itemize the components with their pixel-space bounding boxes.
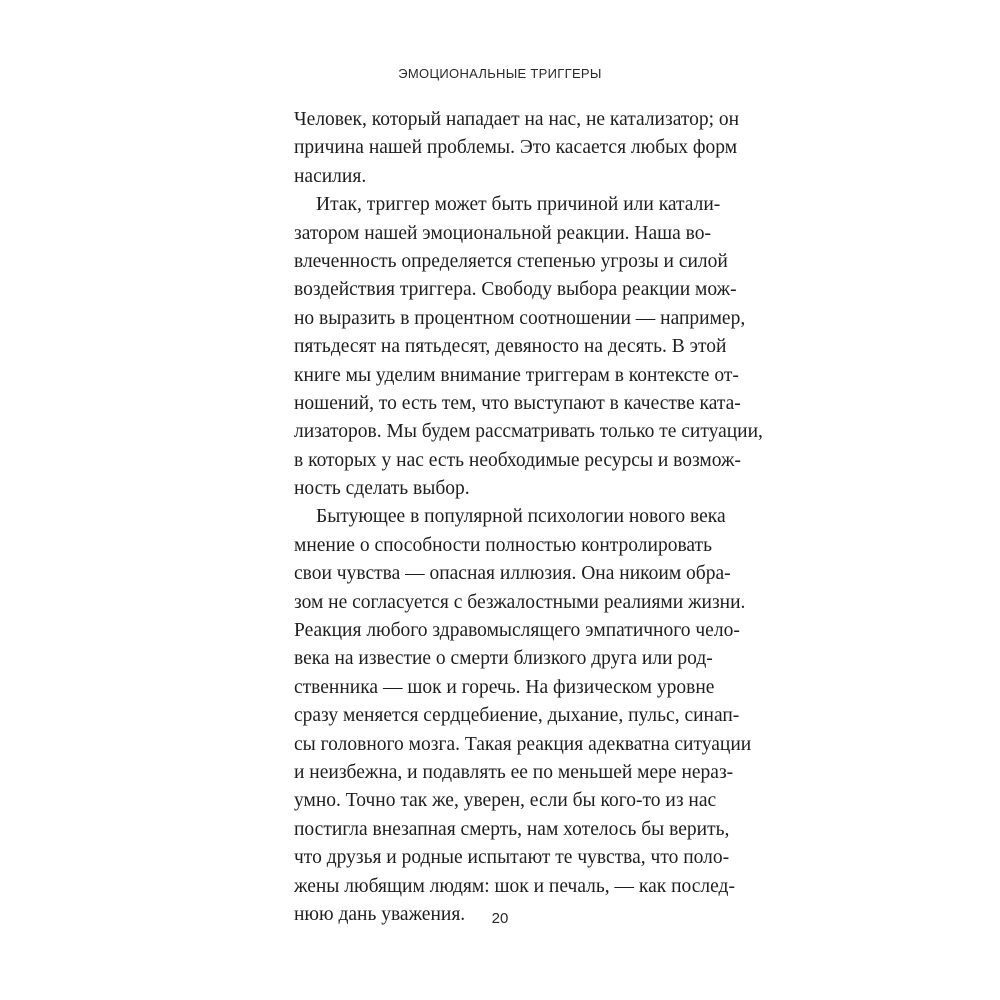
text-line: воздействия триггера. Свободу выбора реакции мож- [294, 279, 737, 301]
text-line: влеченность определяется степенью угрозы и силой [294, 250, 728, 272]
text-line: ность сделать выбор. [294, 478, 470, 500]
text-line: мнение о способности полностью контролировать [294, 534, 712, 556]
text-line: Реакция любого здравомыслящего эмпатичного чело- [294, 620, 740, 642]
text-line: сразу меняется сердцебиение, дыхание, пульс, синап- [294, 705, 740, 727]
text-line: но выразить в процентном соотношении — например, [294, 307, 746, 329]
text-line: зом не согласуется с безжалостными реалиями жизни. [294, 591, 746, 613]
text-line: жены любящим людям: шок и печаль, — как послед- [294, 875, 735, 897]
text-line: Итак, триггер может быть причиной или катали- [316, 194, 721, 216]
text-line: насилия. [294, 165, 367, 187]
text-line: пятьдесят на пятьдесят, девяносто на десять. В этой [294, 336, 727, 358]
text-line: свои чувства — опасная иллюзия. Она никоим обра- [294, 563, 731, 585]
main-text [294, 106, 763, 929]
running-title: ЭМОЦИОНАЛЬНЫЕ ТРИГГЕРЫ [398, 66, 602, 81]
text-line: в которых у нас есть необходимые ресурсы и возмож- [294, 449, 741, 471]
text-line: ношений, то есть тем, что выступают в качестве ката- [294, 392, 741, 414]
text-line: нюю дань уважения. [294, 903, 466, 925]
text-line: ственника — шок и горечь. На физическом уровне [294, 676, 715, 698]
text-line: лизаторов. Мы будем рассматривать только те ситуации, [294, 421, 763, 443]
text-line: Бытующее в популярной психологии нового века [316, 506, 726, 528]
text-line: сы головного мозга. Такая реакция адекватна ситуации [294, 733, 752, 755]
text-line: что друзья и родные испытают те чувства, что поло- [294, 847, 730, 869]
text-line: затором нашей эмоциональной реакции. Наша во- [294, 222, 712, 244]
text-line: книге мы уделим внимание триггерам в контексте от- [294, 364, 739, 386]
page-number: 20 [491, 910, 509, 927]
text-line: умно. Точно так же, уверен, если бы кого-то из нас [294, 790, 717, 812]
text-line: причина нашей проблемы. Это касается любых форм [294, 137, 738, 159]
text-line: и неизбежна, и подавлять ее по меньшей мере нераз- [294, 761, 734, 783]
text-line: века на известие о смерти близкого друга или род- [294, 648, 713, 670]
text-line: Человек, который нападает на нас, не катализатор; он [294, 109, 740, 130]
text-line: постигла внезапная смерть, нам хотелось бы верить, [294, 818, 730, 840]
